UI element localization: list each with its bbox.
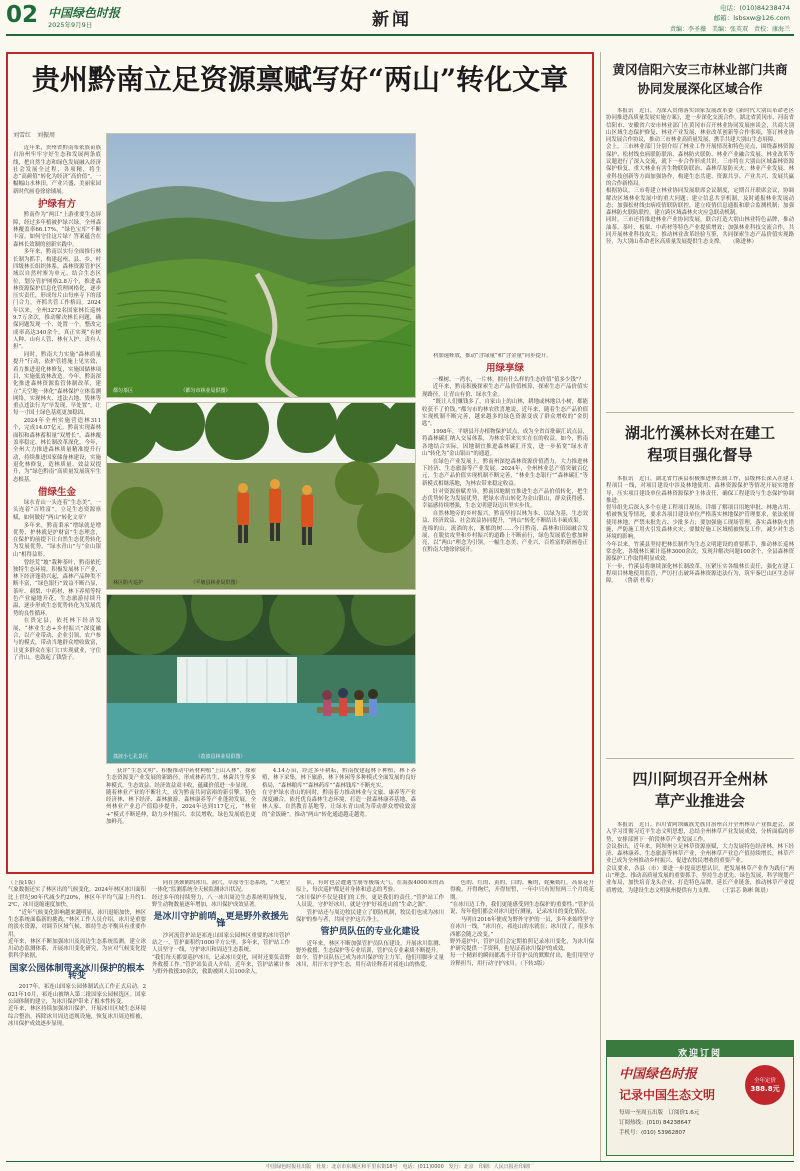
right-story-1-body: 本报讯 近日，为深入贯彻落实国家发展改革委《新时代大别山革命老区协同推进高质量发展实施方案》，进一步深化交流合作，湖北省黄冈市、河南省信阳市、安徽省六安市林业部门在黄冈市召开林业协同发展座谈会，共商大别山区域生态保护修复、林业产业发展、林业改革创新等合作事项，签订林业协同发展合作协议，推动三市林业高质量发展，携手共建大别山生态屏障。 会上，三市林业部门分别介绍了林业工作开展情况和特色亮点，围绕森林资源保护、松材线虫病联防联治、森林防火联防、林业产业融合发展、林业改革等议题进行了深入交流，就下一步合作形成共识。三市将在大别山区域森林资源保护修复、重大林业有害生物联防联治、森林草原防灭火、林业产业发展、林业科技创新等方面加强协作，构建生态共建、资源共享、产业共兴、发展共赢的合作新格局。 根据协议，三市将建立林业协同发展联席会议制度，定期召开联席会议，协调解决区域林业发展中的重大问题；建立信息共享机制，及时通报林业发展动态；加强松材线虫病疫情联防联控，建立疫情信息通报和联合监测机制；加强森林防火联防联控，建立跨区域森林火灾应急联动机制。 同时，三市还将推进林业产业协同发展，联合打造大别山林业特色品牌，推动油茶、茶叶、板栗、中药材等特色产业提质增效；加强林业科技交流合作，共同开展林业科技攻关；推动林业改革经验互鉴，共同探索生态产品价值实现路径，为大别山革命老区高质量发展提供生态支撑。 （陈进林）	[606, 108, 794, 246]
photo-1-caption: 都匀茶区 （都匀市林业局供图）	[113, 388, 231, 394]
lead-p6-4: 在绿色产业发展上，黔南州深挖森林资源价值潜力，大力推进林下经济、生态旅游等产业发展。2024年，全州林业总产值突破百亿元，生态产品价值实现机制不断完善，“林业生态银行”“森林碳汇”等新模式相继落地，为林农带来稳定收益。	[422, 458, 588, 487]
lead-column-4	[422, 353, 588, 865]
subhead-3: 用绿享绿	[485, 363, 524, 375]
bottom-subhead-3: 管护员队伍的专业化建设	[320, 927, 420, 938]
bottom-c4-b: 马明自2016年便成为野外守护的一员，多年来始终坚守在冰川一线。“冰川在，祁连山的水就在；冰川没了，很多东西都会随之改变。” 野外巡护中，管护员们会定期拍照记录冰川变化，为冰川保护研究提供一手资料，也见证着冰川保护的成效。 每一个精彩的瞬间都离不开管护员的默默付出，他们用坚守诠释担当，用行动守护冰川。（下转3版）	[450, 916, 594, 967]
paper-name: 中国绿色时报	[48, 6, 121, 20]
right-column-divider	[600, 52, 601, 1162]
bottom-c1-c: 2017年，祁连山国家公园体制试点工作正式启动。2021年10月，祁连山被纳入第二批国家公园候选区。国家公园体制的建立，为冰川保护带来了根本性转变。 近年来，林区持续加强冰川保护，开展冰川区域生态环境综合整治，拆除冰川周边违规设施，恢复冰川周边植被，冰川保护成效逐步显现。	[8, 984, 146, 1027]
promo-slogan: 记录中国生态文明	[619, 1088, 716, 1102]
promo-title-bar	[607, 1041, 793, 1057]
right-story-2-headline: 湖北竹溪林长对在建工程项目强化督导	[624, 424, 775, 464]
lead-column-1	[13, 145, 101, 861]
photo-3-caption: 荔波小七孔景区 （荔波县林业局供图）	[113, 754, 246, 760]
price-badge	[745, 1065, 785, 1105]
bottom-c4-a: 色的、红的、黄的，白的、紫的，姹紫嫣红。高原花开得晚，开得绚烂，开得短暂，一年中只有短短两三个月的花期。 “在冰川边工作，我们更能感受到生态保护的重要性。”管护员说，每年他们都会对冰川进行测量，记录冰川的变化情况。	[450, 880, 594, 916]
right-story-3	[606, 764, 794, 1037]
right-story-2	[606, 418, 794, 741]
header	[0, 0, 800, 36]
lead-p2-2: 曾经荒“坡”栽种茶叶，黔南依托独特生态环境，积极发展林下产业，林下经济蓬勃兴起，森林产品种类不断丰富，“绿色银行”效益不断凸显，茶叶、刺梨、中药材、林下养殖等特色产业遍地开花，生态旅游持续升温，逐步形成生态优势转化为发展优势的良性循环。	[13, 559, 101, 617]
photo-2-caption: 林区防火巡护 （平塘县林业局供图）	[113, 580, 241, 586]
bottom-c1-a: （上接1版） 气象数据还实了林区出的气候变化。2024年林区冰川面积比上世纪90年代减少约20%，林区年平均气温上升约1.2℃，冰川退缩速度加快。	[8, 880, 146, 908]
right-story-2-body: 本报讯 近日，湖北省竹溪县积极推进林长制工作，县级林长深入在建工程项目一线，对项目建设中涉及林地使用、森林资源保护等情况开展实地督导，压实项目建设单位森林资源保护主体责任，确保工程建设与生态保护协调推进。 督导组先后深入多个在建工程项目现场，详细了解项目用地审批、林地占用、植被恢复等情况，要求各项目建设单位严格落实林地保护管理要求，依法依规使用林地，严禁未批先占、少批多占；要加强施工现场管理，落实森林防火措施，严防施工用火引发森林火灾；要做好施工区域植被恢复工作，减少对生态环境的影响。 今年以来，竹溪县坚持把林长制作为生态文明建设的重要抓手，推动林长巡林常态化，各级林长累计巡林3000余次，发现并解决问题100余个，全县森林资源保护工作取得明显成效。 下一步，竹溪县将继续深化林长制改革，压紧压实各级林长责任，强化在建工程项目林地使用监管，严厉打击破坏森林资源违法行为，筑牢秦巴山区生态屏障。 （鲁新 杜希）	[606, 476, 794, 585]
lead-p4: 4.14万亩，经过多年耕耘，黔南按建起林下种植，林下养殖，林下采集，林下旅游，林下休闲等多种模式全面发展的良好格局，“森林粮库”“森林药库”“森林钱库”不断充实。 在守护绿水青山的同时，黔南着力推动林业与文旅、康养等产业深度融合，依托优良森林生态环境，打造一批森林康养基地、森林人家、自然教育基地等，让绿水青山成为带动群众增收致富的“金饭碗”，推动“两山”转化通道越走越宽。	[262, 768, 416, 818]
waterfall-illustration	[107, 595, 416, 764]
lead-p1-3: 2024年全州实施营造林311个，完成14.07亿元。黔南实现森林面积和森林蓄积量“双增长”，森林覆盖率稳定、林长制改革深化，今年，全州大力推进森林质量精准提升行动，持续推进国家储备林建设，实施退化林修复，造林质量、效益双提升，为“绿色黔南”高质量发展筑牢生态根基。	[13, 418, 101, 483]
lead-p1-0: 黔南作为“两江”上游重要生态屏障，经过多年植被护绿兴绿，全州森林覆盖率66.17%，“绿色宝库”不断丰富。如何守住这片绿？答案蕴含在森林长效制的创新实践中。	[13, 212, 101, 248]
promo-line-3: 手机号：(010) 53962807	[619, 1130, 686, 1136]
right-separator-2	[606, 758, 794, 759]
lead-p2-3: 在贵定县，依托林下经济发展，“林业生态+乡村振兴”深度融合，以产业带动、企业引领、农户参与的模式，带动当地群众增收致富，让更多群众在家门口实现就业，守住了青山，也鼓起了钱袋子。	[13, 618, 101, 661]
right-story-3-headline: 四川阿坝召开全州林草产业推进会	[632, 770, 768, 810]
bottom-subhead-2: 是冰川守护前哨，更是野外救援先锋	[153, 912, 289, 930]
subhead-2: 借绿生金	[37, 486, 76, 498]
right-story-1-headline: 黄冈信阳六安三市林业部门共商协同发展深化区域合作	[612, 62, 788, 96]
page-number: 02	[6, 2, 39, 28]
lead-p6-1: 近年来，黔南积极探索生态产品价值核算，探索生态产品价值实现路径，让青山有价、绿水生金。	[422, 384, 588, 398]
photo-waterfall	[106, 594, 416, 764]
editor-credits: 责编：李圣薇 美编：张英双 责校：康海兰	[669, 26, 790, 33]
right-story-1	[606, 56, 794, 426]
subhead-1: 护绿有方	[37, 199, 76, 211]
bottom-c3-b: 管护站还与周边牧民建立了联防机制，牧民们也成为冰川保护的参与者，共同守护这片净土。	[296, 909, 444, 923]
lead-p2-1: 多年来，黔南秉承“增绿就是增优势，护林就是护财富”生态理念，在保护的前提下让自然生态优势转化为发展优势，“绿水青山”与“金山银山”相得益彰。	[13, 522, 101, 558]
footer-text: 中国绿色时报社出版 社址：北京市东城区和平里东街18号 电话：(011)0000 发行：北京 印刷：人民日报社印刷厂	[266, 1164, 534, 1170]
section-title: 新闻	[372, 10, 412, 30]
subscription-promo[interactable]	[606, 1040, 794, 1156]
contact-phone: 电话：(010)84238474	[719, 4, 790, 12]
bottom-c2-b: 沙河流管护站是祁连山国家公园林区重要的冰川管护站之一，管护面积约1000平方公里。多年来，管护站工作人员坚守一线，守护冰川和周边生态系统。 “我们每天都要巡护冰川，记录冰川变化，同时还要负责野外救援工作。”管护站负责人介绍，近年来，管护站累计参与野外救援30余次，救助被困人员100余人。	[152, 932, 290, 976]
lead-p6-5: 针对资源禀赋差异，黔南因地制宜推进生态产品价值转化，把生态优势转化为发展优势，把绿水青山转化为金山银山，群众获得感、幸福感持续增强，生态文明建设迈出坚实步伐。	[422, 488, 588, 510]
promo-paper-name: 中国绿色时报	[619, 1067, 698, 1082]
promo-line-2: 订阅热线：(010) 84238647	[619, 1120, 692, 1126]
lead-intro: 近年来，贵州省黔南布依族苗族自治州牢牢守好生态和发展两条底线，把自然生态和绿色发展融入经济社会发展全过程，各项精，将生态“高颜值”转化为经济“高价值”，一幅幅山水林田，产业兴盛、美丽家园新时代画卷徐徐铺展。	[13, 145, 101, 195]
issue-date: 2025年9月9日	[48, 21, 93, 29]
lead-p6-3: 1998年，平塘县开办植物保护试点，成为全省首批碳汇试点县，将森林碳汇纳入交易体系，为林农带来实实在在的收益。如今，黔南各地结合实际，因地制宜推进森林碳汇开发，进一步拓宽“绿水青山”转化为“金山银山”的通道。	[422, 429, 588, 458]
lead-byline: 刘雪红 刘振周	[13, 132, 56, 139]
tea-hills-illustration	[107, 134, 416, 398]
promo-title: 欢迎订阅	[677, 1049, 722, 1059]
bottom-column-4	[450, 880, 594, 1158]
lead-p5: 利加速释放，推动“含绿量”和“含金量”同步提升。	[432, 353, 552, 359]
price-badge-label: 全年定价	[753, 1078, 776, 1084]
lead-p1-1: 多年来，黔南以实行全面推行林长制为抓手，构建起州、县、乡、村四级林长组织体系。森林资源管护区域以自然村寨为单元，结合生态区位，划分管护网格2.8万个，推进森林资源保护信息化管理网格化，逐步压实责任，形成每片山每座寺下的部门合力，齐抓共管工作格局。2024年以来，全州3272名国家林长巡林9.7万余次，推动解决林长问题，确保问题发现一个、处置一个，整改完成率高达340余个，真正实现“有树人种、山有人管、林有人护、责有人担”。	[13, 249, 101, 351]
footer-rule	[6, 1161, 794, 1162]
header-rule	[6, 34, 794, 36]
right-separator-1	[606, 412, 794, 413]
promo-line-1: 每周一至周五出版 订阅价1.6元	[619, 1110, 700, 1116]
contact-email: 邮箱：lsbsxw@126.com	[713, 14, 790, 22]
lead-column-2-bottom	[106, 768, 256, 866]
bottom-column-1	[8, 880, 146, 1158]
forest-patrol-illustration	[107, 403, 416, 590]
lead-column-3-bottom	[262, 768, 416, 866]
right-story-3-body: 本报讯 近日，四川省阿坝藏族羌族自治州召开全州林草产业推进会，深入学习贯彻习近平生态文明思想，总结全州林草产业发展成效，分析面临的形势，安排部署下一阶段林草产业发展工作。 会议指出，近年来，阿坝州立足林草资源禀赋，大力发展特色经济林、林下经济、森林康养、生态旅游等林草产业，全州林草产业总产值持续增长，林草产业已成为全州推动乡村振兴、促进农牧民增收的重要产业。 会议要求，各县（市）要进一步提高思想认识，把发展林草产业作为践行“两山”理念、推动高质量发展的重要抓手，坚持生态优先、绿色发展，科学规划产业布局，加快培育龙头企业，打造特色品牌，延长产业链条，推动林草产业提质增效，为建设生态文明强州提供有力支撑。 （王雷芯 陈彬 陈晨）	[606, 822, 794, 894]
lead-p2-0: 绿水青山一头连着“生态美”，一头连着“百姓富”。立足生态资源禀赋，如何做好“两山”转化文章？	[13, 500, 101, 521]
photo-forest-patrol	[106, 402, 416, 590]
bottom-c2-a: 同在黑颈鹤的冰川，洞穴，草原等生态系统，“天地空一体化”监测系统全天候监测冰川状况。 经过多年的持续努力，八一冰川周边生态系统明显恢复，野生动物数量逐年增加，冰川保护成效显著。	[152, 880, 290, 908]
bottom-subhead-1: 国家公园体制带来冰川保护的根本转变	[9, 963, 145, 982]
bottom-column-2	[152, 880, 290, 1158]
lead-headline: 贵州黔南立足资源禀赋写好“两山”转化文章	[31, 63, 569, 96]
bottom-column-3	[296, 880, 444, 1158]
bottom-c1-b: “近年气候变化影响越来越明显，冰川退缩加快，林区生态系统面临新的挑战。”林区工作人员介绍，冰川是重要的淡水资源，对调节区域气候、维持生态平衡具有重要作用。 近年来，林区不断加强冰川及周边生态系统监测，建立冰川动态监测体系，开展冰川变化研究，为应对气候变化提供科学依据。	[8, 909, 146, 960]
lead-p1-2: 同时，黔南大力实施“森林质量提升”行动，依护管措施上见实效，着力推进退化林修复，实施国储林项目，实施低效林改造。今年，黔南深化推进森林资源监管体制改革，建立“天空地一体化”森林保护立体监测网络，实现林火、违法占地、毁林等重点违法行为“早发现、早处置”，让每一寸国土绿色基底更加稳固。	[13, 352, 101, 417]
bottom-c3-c: 近年来，林区不断加强管护员队伍建设，开展冰川监测、野外救援、生态保护等专业培训，管护员专业素质不断提升。 如今，管护员队伍已成为冰川保护的主力军，他们用脚步丈量冰川，用汗水守护生态，用行动诠释着对祁连山的热爱。	[296, 940, 444, 969]
price-badge-value: 388.8元	[750, 1085, 780, 1093]
bottom-c3-a: 队，有时也会遭遇雪崩等极端天气。在海拔4000米的高原上，每次巡护都是对身体和意志的考验。 “冰川保护不仅是我们的工作，更是我们的责任。”管护站工作人员说，守护好冰川，就是守护好祁连山的“生命之源”。	[296, 880, 444, 908]
lead-p6-0: 一棵树、一湾水，一片林，拥有什么样的生态价值“值多少钱”？	[432, 376, 584, 383]
lead-p3: 获评“生态文明”、积极推动中药材种植“上山入林”，探索生态资源变产业发展的新路径，形成林药共生、林菌共生等多种模式，生态效益、经济效益双丰收，蕴藏价值进一步显现。 随着林业产业的不断壮大，成为黔南共同富裕的新引擎。特色经济林、林下经济、森林旅游、森林康养等产业蓬勃发展，全州林业产业总产值稳步提升，2024年达到117亿元，“林业+”模式不断延伸，助力乡村振兴、农民增收，绿色发展底色更加鲜亮。	[106, 768, 256, 826]
photo-tea-hills	[106, 133, 416, 398]
lead-p6-2: “既让人们赚钱多了，自家山上的山林，耕地或林地以小树，都能收获不了价钱。”都匀市的林农欣喜地说。近年来，随着生态产品价值实现机制不断完善，越来越多的绿色资源变成了群众增收的“金钥匙”。	[422, 399, 588, 428]
lead-p7: 自然林地旁的乡村振兴，黔南坚持以林为本、以绿为基，生态效益、经济效益、社会效益协同提升，“两山”转化不断结出丰硕成果。 连绵的山，流淌的水，葱郁的树……今日黔南，森林和田园融合发展，在脱贫攻坚和乡村振兴的道路上不断前行，绿色发展底色愈加鲜亮，以“两山”理念为引领，一幅生态美、产业兴、百姓富的新画卷正在黔南大地徐徐展开。	[422, 510, 588, 554]
